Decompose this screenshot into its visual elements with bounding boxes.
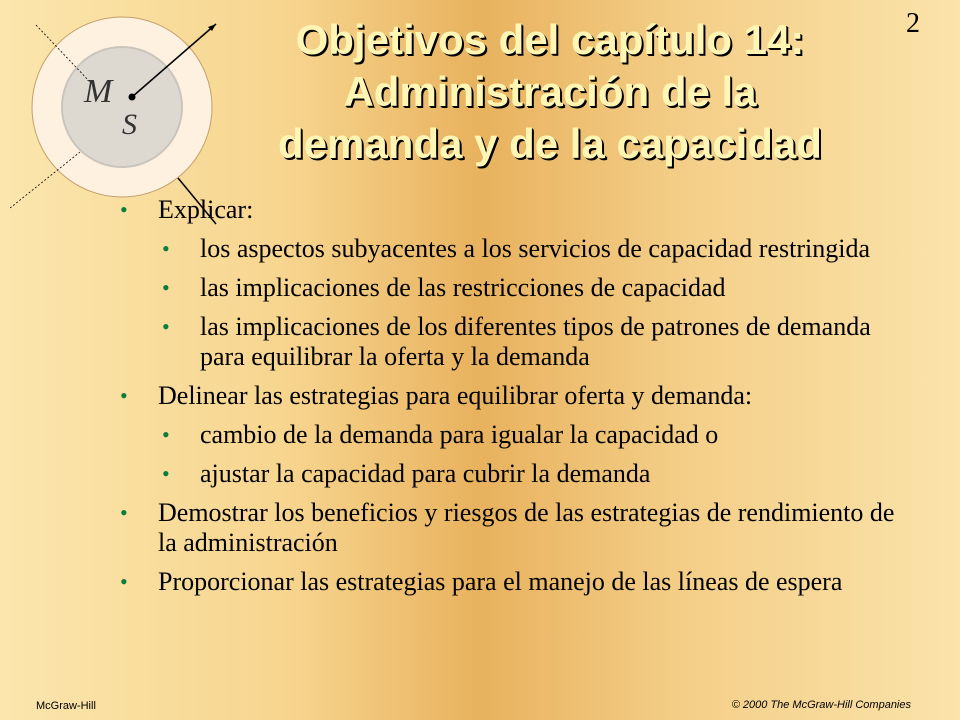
logo-letter-s: S	[122, 108, 137, 141]
bullet-item-level-1	[120, 567, 910, 597]
bullet-icon: •	[162, 314, 170, 339]
bullet-text: los aspectos subyacentes a los servicios de capacidad restringida	[200, 234, 870, 263]
bullet-icon: •	[162, 461, 170, 486]
bullet-item-level-1	[120, 381, 910, 411]
bullet-text: ajustar la capacidad para cubrir la demanda	[200, 459, 651, 488]
bullet-text: Explicar:	[158, 195, 254, 224]
bullet-list	[120, 195, 910, 606]
title-line-2: Administración de la	[343, 68, 757, 115]
bullet-icon: •	[120, 383, 128, 408]
bullet-text: Proporcionar las estrategias para el manejo de las líneas de espera	[158, 567, 843, 596]
bullet-item-level-2	[162, 420, 910, 450]
bullet-text: las implicaciones de las restricciones de capacidad	[200, 273, 726, 302]
logo-letter-m: M	[84, 73, 113, 110]
bullet-icon: •	[162, 422, 170, 447]
title-line-3: demanda y de la capacidad	[278, 120, 822, 167]
bullet-icon: •	[120, 569, 128, 594]
bullet-icon: •	[162, 275, 170, 300]
bullet-item-level-2	[162, 273, 910, 303]
bullet-item-level-2	[162, 312, 910, 372]
bullet-icon: •	[120, 197, 128, 222]
bullet-text: Demostrar los beneficios y riesgos de las estrategias de rendimiento de la administración	[158, 498, 895, 557]
bullet-icon: •	[162, 236, 170, 261]
bullet-icon: •	[120, 500, 128, 525]
title-line-1: Objetivos del capítulo 14:	[295, 16, 805, 63]
bullet-text: cambio de la demanda para igualar la capacidad o	[200, 420, 719, 449]
footer-publisher: McGraw-Hill	[36, 700, 96, 712]
bullet-item-level-1	[120, 195, 910, 225]
footer-copyright: © 2000 The McGraw-Hill Companies	[731, 699, 911, 711]
bullet-item-level-2	[162, 459, 910, 489]
bullet-item-level-1	[120, 498, 910, 558]
slide-number: 2	[906, 8, 920, 39]
bullet-text: las implicaciones de los diferentes tipos de patrones de demanda para equilibrar la oferta y la demanda	[200, 312, 871, 371]
bullet-text: Delinear las estrategias para equilibrar oferta y demanda:	[158, 381, 753, 410]
slide-title	[220, 14, 880, 170]
bullet-item-level-2	[162, 234, 910, 264]
